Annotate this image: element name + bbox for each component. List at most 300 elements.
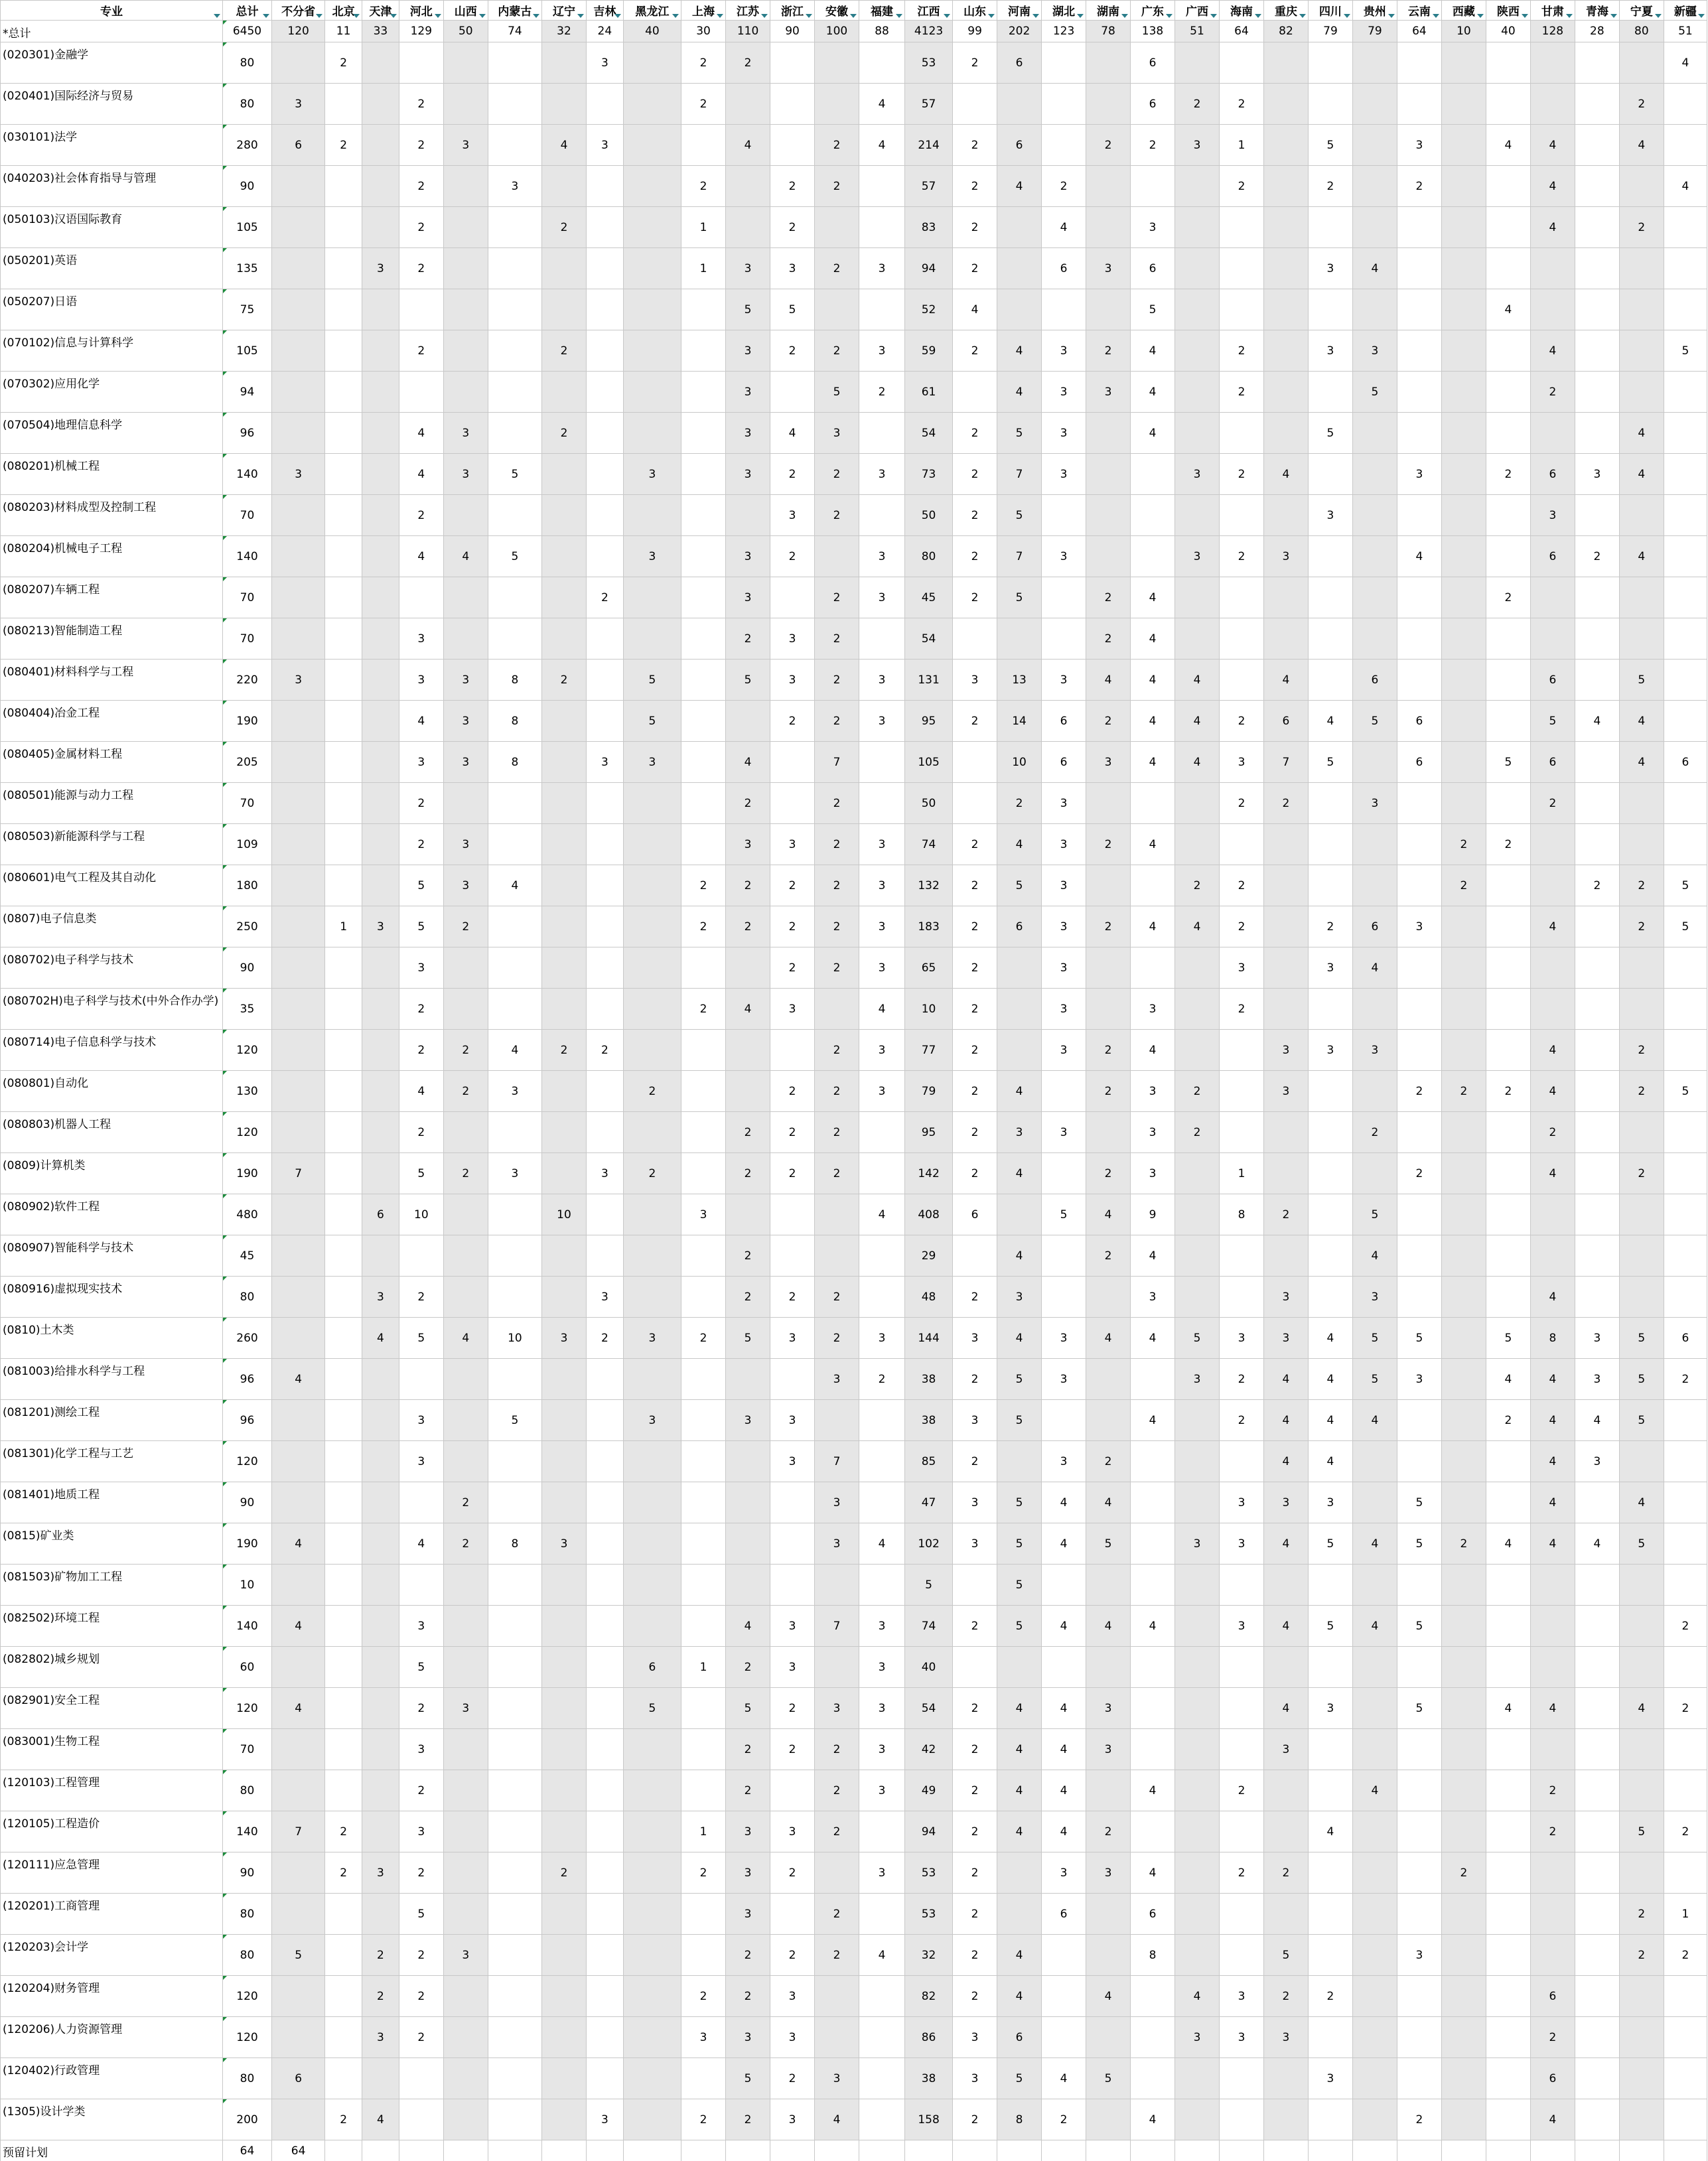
table-cell[interactable]: 4	[1619, 1482, 1664, 1523]
table-cell[interactable]	[325, 1935, 362, 1976]
table-cell[interactable]: 2	[362, 1935, 399, 1976]
table-cell[interactable]	[859, 2140, 905, 2161]
table-cell[interactable]	[681, 660, 726, 701]
table-cell[interactable]	[681, 824, 726, 865]
table-cell[interactable]	[1042, 618, 1086, 660]
table-cell[interactable]: 3	[1308, 1030, 1352, 1071]
table-cell[interactable]	[272, 701, 325, 742]
table-cell[interactable]	[443, 330, 488, 372]
table-cell[interactable]: 5	[623, 660, 681, 701]
table-cell[interactable]: 3	[1175, 536, 1220, 577]
table-cell[interactable]: 6	[272, 2058, 325, 2099]
table-cell[interactable]	[1441, 1770, 1486, 1811]
table-cell[interactable]	[1530, 413, 1575, 454]
table-cell[interactable]: 1	[681, 248, 726, 289]
table-cell[interactable]: 83	[905, 207, 953, 248]
table-cell[interactable]	[1263, 865, 1308, 906]
table-cell[interactable]	[1575, 660, 1619, 701]
table-cell[interactable]	[681, 536, 726, 577]
table-cell[interactable]	[586, 1235, 623, 1277]
table-cell[interactable]	[1619, 824, 1664, 865]
table-cell[interactable]	[541, 1606, 586, 1647]
table-cell[interactable]: 2	[859, 1359, 905, 1400]
table-cell[interactable]: 4	[1263, 1359, 1308, 1400]
table-cell[interactable]	[1397, 660, 1441, 701]
table-cell[interactable]	[1486, 783, 1530, 824]
table-cell[interactable]: 2	[953, 125, 997, 166]
table-cell[interactable]: 4	[1530, 1400, 1575, 1441]
table-cell[interactable]	[1352, 865, 1397, 906]
table-cell[interactable]	[541, 1277, 586, 1318]
table-cell[interactable]	[1131, 495, 1175, 536]
table-cell[interactable]	[443, 2017, 488, 2058]
table-cell[interactable]	[586, 2017, 623, 2058]
table-cell[interactable]	[362, 413, 399, 454]
table-cell[interactable]: 4	[1175, 906, 1220, 947]
table-cell[interactable]	[1308, 289, 1352, 330]
table-cell[interactable]: 9	[1131, 1194, 1175, 1235]
table-cell[interactable]	[681, 1894, 726, 1935]
table-cell[interactable]: 3	[1308, 330, 1352, 372]
table-cell[interactable]	[325, 1523, 362, 1565]
table-cell[interactable]: 2	[1664, 1811, 1707, 1852]
table-cell[interactable]	[1664, 454, 1707, 495]
column-header[interactable]	[488, 1, 541, 21]
table-cell[interactable]	[541, 947, 586, 989]
table-cell[interactable]	[1664, 1729, 1707, 1770]
table-cell[interactable]	[1441, 618, 1486, 660]
table-cell[interactable]: 2	[541, 330, 586, 372]
table-cell[interactable]	[1575, 2140, 1619, 2161]
table-cell[interactable]: 2	[1086, 1811, 1131, 1852]
table-cell[interactable]: 50	[443, 21, 488, 42]
table-cell[interactable]	[1131, 2140, 1175, 2161]
table-cell[interactable]: 6	[272, 125, 325, 166]
table-cell[interactable]: 5	[1619, 1400, 1664, 1441]
table-cell[interactable]: 6	[953, 1194, 997, 1235]
table-cell[interactable]	[1397, 330, 1441, 372]
table-cell[interactable]: 2	[1086, 1030, 1131, 1071]
table-cell[interactable]: 40	[1486, 21, 1530, 42]
table-cell[interactable]: 2	[325, 42, 362, 84]
table-cell[interactable]	[1530, 289, 1575, 330]
table-cell[interactable]	[1131, 1729, 1175, 1770]
table-cell[interactable]	[953, 1647, 997, 1688]
table-cell[interactable]: 2	[815, 125, 859, 166]
table-cell[interactable]	[1086, 166, 1131, 207]
table-cell[interactable]	[1308, 207, 1352, 248]
table-cell[interactable]	[1619, 618, 1664, 660]
table-cell[interactable]: 2	[443, 1153, 488, 1194]
table-cell[interactable]: 5	[1664, 1071, 1707, 1112]
table-cell[interactable]	[770, 372, 815, 413]
table-cell[interactable]	[1486, 1565, 1530, 1606]
table-cell[interactable]	[953, 742, 997, 783]
table-cell[interactable]	[997, 248, 1042, 289]
column-header[interactable]	[1042, 1, 1086, 21]
table-cell[interactable]	[586, 2140, 623, 2161]
table-cell[interactable]	[488, 1235, 541, 1277]
table-cell[interactable]	[541, 1894, 586, 1935]
column-header[interactable]	[541, 1, 586, 21]
table-cell[interactable]	[325, 495, 362, 536]
table-cell[interactable]: 6	[1131, 42, 1175, 84]
table-cell[interactable]: 4	[1175, 742, 1220, 783]
table-cell[interactable]	[272, 1441, 325, 1482]
table-cell[interactable]	[681, 1441, 726, 1482]
table-cell[interactable]: 142	[905, 1153, 953, 1194]
table-cell[interactable]	[586, 495, 623, 536]
table-cell[interactable]: 1	[1219, 125, 1263, 166]
table-cell[interactable]: 4	[997, 372, 1042, 413]
table-cell[interactable]: 4	[1530, 207, 1575, 248]
table-cell[interactable]	[272, 1400, 325, 1441]
table-cell[interactable]	[1664, 2099, 1707, 2140]
table-cell[interactable]: 3	[1263, 1318, 1308, 1359]
table-cell[interactable]: 2	[399, 1030, 443, 1071]
table-cell[interactable]	[1086, 1935, 1131, 1976]
table-cell[interactable]	[623, 2058, 681, 2099]
table-cell[interactable]: 2	[1441, 865, 1486, 906]
table-cell[interactable]	[443, 372, 488, 413]
table-cell[interactable]	[1352, 1935, 1397, 1976]
table-cell[interactable]: 4	[1530, 1153, 1575, 1194]
table-cell[interactable]	[272, 330, 325, 372]
table-cell[interactable]: 3	[726, 824, 770, 865]
table-cell[interactable]: 6	[1131, 84, 1175, 125]
table-cell[interactable]	[1308, 536, 1352, 577]
table-cell[interactable]: 50	[905, 495, 953, 536]
table-cell[interactable]	[1219, 42, 1263, 84]
table-cell[interactable]	[1486, 207, 1530, 248]
table-cell[interactable]: 1	[681, 1811, 726, 1852]
table-cell[interactable]	[443, 1359, 488, 1400]
table-cell[interactable]: 2	[1664, 1688, 1707, 1729]
table-cell[interactable]	[623, 947, 681, 989]
table-cell[interactable]	[1352, 1482, 1397, 1523]
filter-dropdown-icon[interactable]	[896, 14, 902, 18]
table-cell[interactable]	[623, 330, 681, 372]
table-cell[interactable]: 4	[1530, 125, 1575, 166]
major-name-cell[interactable]: (120206)人力资源管理	[1, 2017, 223, 2058]
table-cell[interactable]: 3	[362, 1277, 399, 1318]
table-cell[interactable]	[362, 618, 399, 660]
table-cell[interactable]: 260	[222, 1318, 271, 1359]
table-cell[interactable]: 3	[1131, 1071, 1175, 1112]
table-cell[interactable]	[1042, 577, 1086, 618]
table-cell[interactable]	[586, 1565, 623, 1606]
table-cell[interactable]	[362, 1441, 399, 1482]
table-cell[interactable]: 2	[586, 1030, 623, 1071]
table-cell[interactable]	[272, 742, 325, 783]
table-cell[interactable]	[1131, 166, 1175, 207]
table-cell[interactable]: 7	[997, 536, 1042, 577]
table-cell[interactable]	[1664, 2017, 1707, 2058]
table-cell[interactable]	[1619, 495, 1664, 536]
major-name-cell[interactable]: (120402)行政管理	[1, 2058, 223, 2099]
table-cell[interactable]	[443, 1565, 488, 1606]
table-cell[interactable]: 2	[1263, 1852, 1308, 1894]
table-cell[interactable]	[272, 42, 325, 84]
filter-dropdown-icon[interactable]	[672, 14, 679, 18]
table-cell[interactable]: 3	[770, 1811, 815, 1852]
table-cell[interactable]	[1619, 1606, 1664, 1647]
table-cell[interactable]	[1664, 1112, 1707, 1153]
table-cell[interactable]	[272, 536, 325, 577]
table-cell[interactable]	[325, 742, 362, 783]
table-cell[interactable]	[1086, 42, 1131, 84]
table-cell[interactable]	[1486, 42, 1530, 84]
table-cell[interactable]	[1575, 2099, 1619, 2140]
major-name-cell[interactable]: (080714)电子信息科学与技术	[1, 1030, 223, 1071]
table-cell[interactable]	[443, 783, 488, 824]
table-cell[interactable]: 7	[272, 1153, 325, 1194]
table-cell[interactable]: 4	[1308, 1318, 1352, 1359]
column-header[interactable]	[586, 1, 623, 21]
table-cell[interactable]: 5	[488, 536, 541, 577]
table-cell[interactable]: 3	[1131, 1277, 1175, 1318]
table-cell[interactable]	[1530, 1647, 1575, 1688]
table-cell[interactable]: 2	[443, 1030, 488, 1071]
table-cell[interactable]: 3	[1397, 1359, 1441, 1400]
column-header[interactable]	[1219, 1, 1263, 21]
table-cell[interactable]: 54	[905, 618, 953, 660]
table-cell[interactable]	[1308, 2017, 1352, 2058]
table-cell[interactable]	[325, 1770, 362, 1811]
table-cell[interactable]	[815, 2017, 859, 2058]
major-name-cell[interactable]: (030101)法学	[1, 125, 223, 166]
table-cell[interactable]	[1664, 1441, 1707, 1482]
table-cell[interactable]: 2	[399, 2017, 443, 2058]
table-cell[interactable]: 2	[953, 577, 997, 618]
table-cell[interactable]	[443, 1112, 488, 1153]
table-cell[interactable]: 4	[488, 1030, 541, 1071]
table-cell[interactable]	[488, 1852, 541, 1894]
table-cell[interactable]: 82	[1263, 21, 1308, 42]
table-cell[interactable]: 480	[222, 1194, 271, 1235]
table-cell[interactable]: 2	[1219, 701, 1263, 742]
table-cell[interactable]	[1664, 1565, 1707, 1606]
table-cell[interactable]	[1664, 1194, 1707, 1235]
table-cell[interactable]: 3	[859, 1852, 905, 1894]
table-cell[interactable]	[541, 166, 586, 207]
table-cell[interactable]: 5	[997, 495, 1042, 536]
table-cell[interactable]	[1352, 2099, 1397, 2140]
table-cell[interactable]	[1619, 248, 1664, 289]
table-cell[interactable]	[997, 947, 1042, 989]
table-cell[interactable]	[1263, 495, 1308, 536]
table-cell[interactable]	[1352, 1894, 1397, 1935]
table-cell[interactable]	[1530, 989, 1575, 1030]
table-cell[interactable]	[1042, 42, 1086, 84]
major-name-cell[interactable]: (080916)虚拟现实技术	[1, 1277, 223, 1318]
table-cell[interactable]	[272, 1030, 325, 1071]
table-cell[interactable]: 4	[1619, 742, 1664, 783]
table-cell[interactable]: 5	[399, 906, 443, 947]
table-cell[interactable]: 2	[681, 84, 726, 125]
table-cell[interactable]: 3	[1263, 1030, 1308, 1071]
table-cell[interactable]	[488, 1112, 541, 1153]
table-cell[interactable]	[1175, 1811, 1220, 1852]
major-name-cell[interactable]: (080203)材料成型及控制工程	[1, 495, 223, 536]
table-cell[interactable]: 6	[1263, 701, 1308, 742]
table-cell[interactable]	[488, 1359, 541, 1400]
table-cell[interactable]	[997, 1030, 1042, 1071]
table-cell[interactable]	[1042, 1235, 1086, 1277]
table-cell[interactable]: 2	[399, 84, 443, 125]
table-cell[interactable]: 4	[399, 701, 443, 742]
table-cell[interactable]: 2	[726, 865, 770, 906]
filter-dropdown-icon[interactable]	[1210, 14, 1217, 18]
table-cell[interactable]: 5	[488, 1400, 541, 1441]
table-cell[interactable]	[1664, 989, 1707, 1030]
table-cell[interactable]	[1664, 207, 1707, 248]
table-cell[interactable]	[681, 947, 726, 989]
table-cell[interactable]: 158	[905, 2099, 953, 2140]
table-cell[interactable]	[770, 1482, 815, 1523]
table-cell[interactable]	[362, 701, 399, 742]
table-cell[interactable]	[1664, 1482, 1707, 1523]
table-cell[interactable]	[586, 536, 623, 577]
table-cell[interactable]	[1263, 207, 1308, 248]
table-cell[interactable]: 2	[953, 1277, 997, 1318]
table-cell[interactable]	[1086, 2099, 1131, 2140]
table-cell[interactable]: 3	[362, 1852, 399, 1894]
table-cell[interactable]	[1575, 1071, 1619, 1112]
table-cell[interactable]	[1441, 1976, 1486, 2017]
table-cell[interactable]: 5	[399, 865, 443, 906]
major-name-cell[interactable]: (020301)金融学	[1, 42, 223, 84]
table-cell[interactable]: 70	[222, 783, 271, 824]
table-cell[interactable]	[488, 372, 541, 413]
table-cell[interactable]: 7	[272, 1811, 325, 1852]
table-cell[interactable]	[770, 1235, 815, 1277]
table-cell[interactable]: 3	[859, 1647, 905, 1688]
table-cell[interactable]	[362, 1071, 399, 1112]
column-header[interactable]	[1086, 1, 1131, 21]
major-name-cell[interactable]: (0807)电子信息类	[1, 906, 223, 947]
table-cell[interactable]	[1042, 1647, 1086, 1688]
table-cell[interactable]	[399, 1359, 443, 1400]
table-cell[interactable]: 2	[726, 1935, 770, 1976]
table-cell[interactable]	[362, 1112, 399, 1153]
major-name-cell[interactable]: (080405)金属材料工程	[1, 742, 223, 783]
table-cell[interactable]	[1308, 824, 1352, 865]
table-cell[interactable]	[1575, 248, 1619, 289]
table-cell[interactable]	[541, 618, 586, 660]
table-cell[interactable]	[488, 1441, 541, 1482]
table-cell[interactable]	[1175, 783, 1220, 824]
table-cell[interactable]: 3	[443, 824, 488, 865]
table-cell[interactable]	[272, 413, 325, 454]
table-cell[interactable]: 2	[1086, 330, 1131, 372]
table-cell[interactable]	[1575, 1153, 1619, 1194]
column-header[interactable]	[815, 1, 859, 21]
table-cell[interactable]	[1486, 1729, 1530, 1770]
filter-dropdown-icon[interactable]	[717, 14, 723, 18]
table-cell[interactable]	[1664, 783, 1707, 824]
table-cell[interactable]: 3	[1042, 1852, 1086, 1894]
table-cell[interactable]	[623, 42, 681, 84]
table-cell[interactable]	[1486, 660, 1530, 701]
table-cell[interactable]: 3	[953, 2017, 997, 2058]
table-cell[interactable]	[272, 1770, 325, 1811]
table-cell[interactable]	[488, 1606, 541, 1647]
column-header[interactable]	[443, 1, 488, 21]
table-cell[interactable]: 4	[1042, 2058, 1086, 2099]
table-cell[interactable]	[443, 947, 488, 989]
table-cell[interactable]	[1575, 577, 1619, 618]
table-cell[interactable]: 2	[726, 1770, 770, 1811]
table-cell[interactable]	[1175, 1852, 1220, 1894]
table-cell[interactable]: 4	[1131, 372, 1175, 413]
table-cell[interactable]	[1486, 84, 1530, 125]
major-name-cell[interactable]: (081401)地质工程	[1, 1482, 223, 1523]
table-cell[interactable]	[953, 1235, 997, 1277]
table-cell[interactable]: 3	[623, 536, 681, 577]
table-cell[interactable]: 3	[1131, 1153, 1175, 1194]
table-cell[interactable]	[488, 577, 541, 618]
table-cell[interactable]	[1530, 947, 1575, 989]
table-cell[interactable]	[1397, 1729, 1441, 1770]
table-cell[interactable]: 4	[726, 989, 770, 1030]
table-cell[interactable]: 4	[1042, 1729, 1086, 1770]
table-cell[interactable]: 2	[443, 1482, 488, 1523]
column-header[interactable]	[1175, 1, 1220, 21]
table-cell[interactable]: 4	[1086, 660, 1131, 701]
table-cell[interactable]	[859, 1400, 905, 1441]
table-cell[interactable]	[443, 248, 488, 289]
table-cell[interactable]: 3	[770, 824, 815, 865]
table-cell[interactable]: 120	[222, 2017, 271, 2058]
table-cell[interactable]: 90	[770, 21, 815, 42]
table-cell[interactable]	[1486, 1441, 1530, 1482]
table-cell[interactable]: 80	[905, 536, 953, 577]
table-cell[interactable]: 4	[1042, 207, 1086, 248]
table-cell[interactable]	[325, 1071, 362, 1112]
table-cell[interactable]: 3	[1042, 1318, 1086, 1359]
table-cell[interactable]: 3	[586, 125, 623, 166]
table-cell[interactable]: 4	[1308, 1400, 1352, 1441]
table-cell[interactable]	[1175, 1441, 1220, 1482]
table-cell[interactable]: 4	[1263, 1441, 1308, 1482]
table-cell[interactable]	[623, 2017, 681, 2058]
table-cell[interactable]: 45	[905, 577, 953, 618]
table-cell[interactable]: 100	[815, 21, 859, 42]
table-cell[interactable]: 59	[905, 330, 953, 372]
table-cell[interactable]	[953, 372, 997, 413]
table-cell[interactable]	[362, 125, 399, 166]
table-cell[interactable]: 5	[1486, 1318, 1530, 1359]
table-cell[interactable]: 105	[222, 330, 271, 372]
table-cell[interactable]: 60	[222, 1647, 271, 1688]
table-cell[interactable]	[362, 166, 399, 207]
table-cell[interactable]	[726, 701, 770, 742]
table-cell[interactable]: 2	[399, 1112, 443, 1153]
table-cell[interactable]: 2	[815, 1729, 859, 1770]
filter-dropdown-icon[interactable]	[614, 14, 621, 18]
major-name-cell[interactable]: (080213)智能制造工程	[1, 618, 223, 660]
table-cell[interactable]	[1175, 824, 1220, 865]
table-cell[interactable]: 4	[997, 1071, 1042, 1112]
table-cell[interactable]: 2	[1131, 125, 1175, 166]
table-cell[interactable]: 3	[726, 248, 770, 289]
table-cell[interactable]	[1131, 1441, 1175, 1482]
table-cell[interactable]	[362, 824, 399, 865]
table-cell[interactable]	[541, 1153, 586, 1194]
table-cell[interactable]: 140	[222, 1606, 271, 1647]
table-cell[interactable]	[541, 742, 586, 783]
